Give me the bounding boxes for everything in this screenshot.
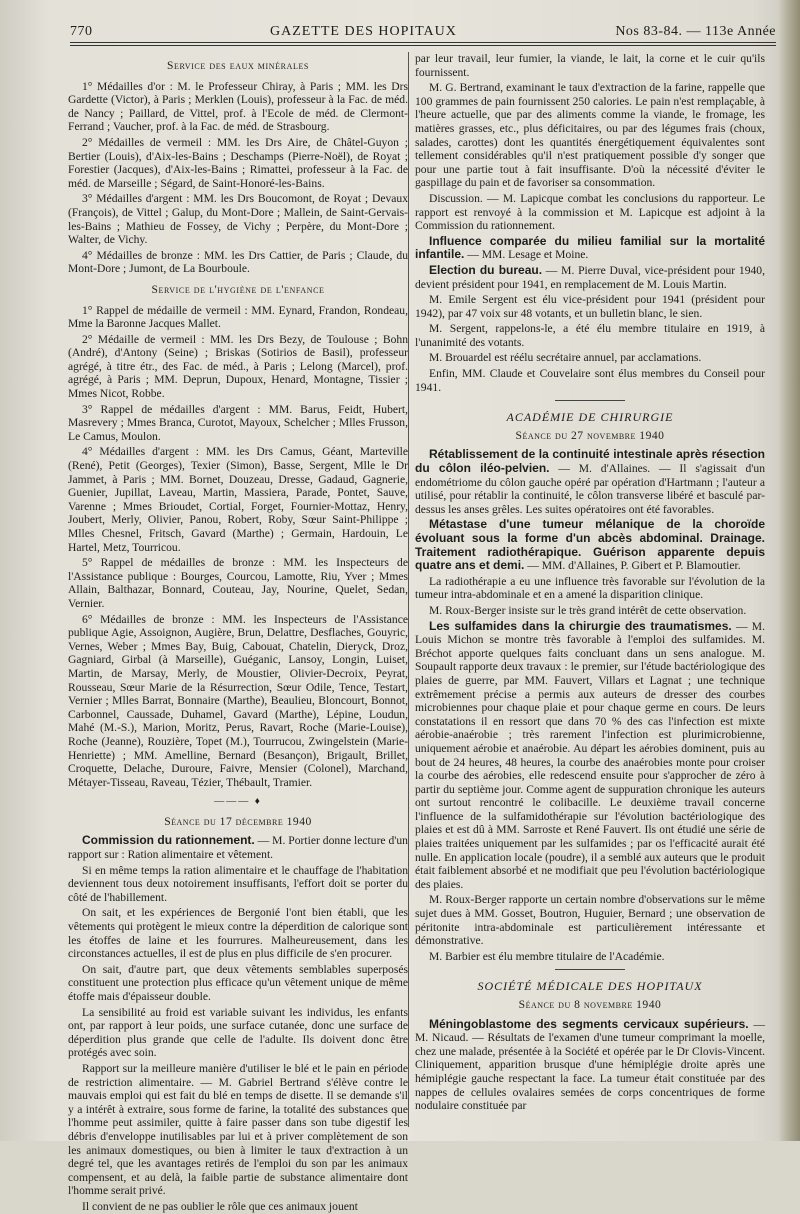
paragraph: M. G. Bertrand, examinant le taux d'extraction de la farine, rappelle que 100 grammes de pain fournissent 250 calories. Le pain n'est remplaçable, à l'heure actuelle, que par des aliments comme la viande, le fromage, les matières grasses, etc., plus déficitaires, ou par des légumes frais (choux, salades, carottes) dont les quantités énergétiquement équivalentes sont tellement considérables qu'il n'est pratiquement possible d'y songer que pour une partie tout à fait insuffisante. D'où la nécessité d'éviter le gaspillage du pain et de favoriser sa consommation. <box>415 81 765 190</box>
paragraph: 4° Médailles de bronze : MM. les Drs Cattier, de Paris ; Claude, du Mont-Dore ; Jumont, de La Bourboule. <box>68 248 408 276</box>
header-rule <box>70 42 776 43</box>
paragraph: La radiothérapie a eu une influence très favorable sur l'évolution de la tumeur intra-abdominale et en a amené la disparition clinique. <box>415 574 765 602</box>
paragraph: 4° Médailles d'argent : MM. les Drs Camus, Géant, Marteville (René), Petit (Georges), Texier (Simon), Basse, Sergent, Mlle le Dr Jammet, à Paris ; MM. Bornet, Douzeau, Dresse, Gadaud, Gagnerie, Guenier, Jupillat, Laveau, Martin, Massiera, Parade, Pontet, Sauve, Varenne ; Mmes Brioudet, Cortial, Forget, Fournier-Mottaz, Henry, Joubert, Merly, Olivier, Panou, Robert, Roby, Sœur Saint-Philippe ; Mlles Chesnel, Fritsch, Gavard (Marthe) ; Germain, Hardouin, Le Hartel, Metz, Tourricou. <box>68 445 408 554</box>
header-rule-double <box>70 45 776 46</box>
topic-title: Influence comparée du milieu familial sur la mortalité infantile. <box>415 233 765 262</box>
paragraph: M. Brouardel est réélu secrétaire annuel, par acclamations. <box>429 351 702 365</box>
paragraph: Discussion. — M. Lapicque combat les conclusions du rapporteur. Le rapport est renvoyé à la commission et M. Lapicque est adjoint à la Commission du rationnement. <box>415 191 765 233</box>
paragraph: 5° Rappel de médailles de bronze : MM. les Inspecteurs de l'Assistance publique : Bourges, Courcou, Lamotte, Riu, Yver ; Mmes Allain, Balthazar, Bonnard, Couteau, Jay, Nourine, Quelet, Sedan, Vernier. <box>68 556 408 610</box>
page-header <box>70 22 776 44</box>
section-heading: Service des eaux minérales <box>167 60 309 72</box>
paragraph: 2° Médaille de vermeil : MM. les Drs Bezy, de Toulouse ; Bohn (André), d'Antony (Seine) ; Briskas (Sotirios de Basil), professeur agrégé, à titre étr., des Fac. de méd., à Paris ; Lelong (Marcel), prof. agrégé, à Paris ; MM. Deprun, Dupoux, Henard, Montagne, Tissier ; Mmes Nicot, Robbe. <box>68 332 408 401</box>
paragraph: La sensibilité au froid est variable suivant les individus, les enfants ont, par rapport à leur poids, une surface cutanée, donc une surface de déperdition plus grande que celle de l'adulte. Ils doivent donc être protégés avec soin. <box>68 1005 408 1060</box>
topic-title: Election du bureau. <box>429 262 543 277</box>
paragraph <box>415 235 765 262</box>
topic-text: — M. Louis Michon se montre très favorable à l'emploi des sulfamides. M. Bréchot apporte quelques faits concluant dans un sens analogue. M. Soupault rapporte deux travaux : le premier, sur l'étude bactériologique des plaies de guerre, par MM. Fauvert, Villars et Lagnat ; une technique extrêmement précise a permis aux auteurs de dresser des courbes microbiennes pour chaque plaie et pour chaque germe en cours. De leurs constatations il en ressort que dans 70 % des cas l'infection est mixte aérobie-anaérobie ; très rarement l'infection est plurimicrobienne, uniquement aérobie et anaérobie. Au départ les aérobies dominent, puis au bout de 24 heures, 48 heures, la courbe des anaérobies monte pour croiser la courbe des aérobies, elle redescend ensuite pour s'approcher de zéro à partir du septième jour. Comme agent de suppuration chronique les auteurs ont surtout rencontré le colibacille. Le deuxième travail concerne l'influence de la sulfamidothérapie sur l'évolution bactériologique des plaies et est dû à MM. Sarroste et René Fauvert. Ils ont étudié une série de plaies traitées uniquement par les sulfamides ; par os l'efficacité aurait été nulle. En application locale (poudre), il a semblé aux auteurs que le produit était faiblement absorbé et ne modifiait que peu l'évolution bactériologique des plaies. <box>415 619 766 891</box>
topic-text: — M. Nicaud. — Résultats de l'examen d'une tumeur comprimant la moelle, chez une malade, présentée à la Société et opérée par le Dr Clovis-Vincent. Cliniquement, apparition brusque d'une hémiplégie droite après une hémiplégie gauche respectant la face. La tumeur était constituée par des nappes de cellules ovalaires semées de corps concentriques de forme nodulaire constituée par <box>415 1017 765 1113</box>
paragraph: M. Roux-Berger rapporte un certain nombre d'observations sur le même sujet dues à MM. Gosset, Boutron, Huguier, Bernard ; une observation de péritonite intra-abdominale est particulièrement intéressante et démonstrative. <box>415 893 765 948</box>
left-column <box>68 52 408 1213</box>
topic-text: — M. d'Allaines. — Il s'agissait d'un endométriome du côlon gauche opéré par opération d'Hartmann ; l'auteur a utilisé, pour rétablir la continuité, le côlon transverse libéré et basculé par-dessus les anses grêles. Les suites opératoires ont été favorables. <box>415 462 765 516</box>
right-column <box>415 52 765 1132</box>
paragraph: 3° Médailles d'argent : MM. les Drs Boucomont, de Royat ; Devaux (François), de Vittel ; Galup, du Mont-Dore ; Mallein, de Saint-Gervais-les-Bains ; Mathieu de Fossey, de Vichy ; Perpère, du Mont-Dore ; Walter, de Vichy. <box>68 192 408 247</box>
paragraph: 3° Rappel de médailles d'argent : MM. Barus, Feidt, Hubert, Masrevery ; Mmes Branca, Curotot, Mayoux, Schelcher ; Mlles Frusson, Le Camus, Moulon. <box>68 402 408 443</box>
column-separator <box>408 52 409 1127</box>
topic-text: — M. Portier donne lecture d'un rapport sur : Ration alimentaire et vêtement. <box>68 834 408 862</box>
session-date: Séance du 27 novembre 1940 <box>515 428 665 442</box>
paragraph: On sait, et les expériences de Bergonié l'ont bien établi, que les vêtements qui protègent le mieux contre la déperdition de calorique sont les étoffes de laine et les fourrures. Malheureusement, dans les circonstances actuelles, il est de plus en plus difficile de s'en procurer. <box>68 906 408 961</box>
issue-number: Nos 83-84. — 113e Année <box>615 24 776 39</box>
paragraph <box>68 834 408 861</box>
topic-title: Métastase d'une tumeur mélanique de la choroïde évoluant sous la forme d'un abcès abdominal. Drainage. Traitement radiothérapique. Guérison apparente depuis quatre ans et demi. <box>415 517 765 573</box>
society-heading: ACADÉMIE DE CHIRURGIE <box>506 410 674 425</box>
session-date: Séance du 8 novembre 1940 <box>518 998 662 1011</box>
short-rule <box>555 400 625 401</box>
topic-title: Rétablissement de la continuité intestinale après résection du côlon iléo-pelvien. <box>415 447 765 476</box>
paragraph <box>415 518 765 572</box>
topic-title: Les sulfamides dans la chirurgie des traumatismes. <box>429 618 732 633</box>
paragraph: 6° Médailles de bronze : MM. les Inspecteurs de l'Assistance publique Agie, Assoignon, Augière, Brun, Delattre, Desflaches, Gouyric, Vernes, Weber ; Mmes Bay, Buig, Cabouat, Chatelin, Dieryck, Droz, Gagniard, Girbal (à Marseille), Guéganic, Lansoy, Longin, Luiset, Martin, de Marsay, Merly, de Moustier, Olivier-Decroix, Peyrat, Rousseau, Sœur Marie de la Résurrection, Sœur Odile, Tence, Testart, Vernier ; Mlles Barrat, Bonnaire (Marthe), Beaulieu, Bloncourt, Bonnot, Carbonnel, Caussade, Duhamel, Gavard (Marthe), Lépine, Loudun, Mahé (M.-S.), Marion, Moritz, Perus, Ravart, Roche (Marie-Louise), Roche (Jeanne), Rouzière, Topet (M.), Tourrucou, Zwingelstein (Marie-Henriette) ; MM. Amelline, Bernard (Besançon), Brigault, Brillet, Croquette, Delache, Duroure, Faivre, Mensier (Colonel), Marchand, Métayer-Tisseau, Raveau, Tézier, Thébault, Tramier. <box>68 612 408 789</box>
paragraph <box>415 448 765 516</box>
paragraph <box>415 1018 765 1113</box>
topic-text: — MM. Lesage et Moine. <box>464 248 589 262</box>
topic-text: — M. Pierre Duval, vice-président pour 1940, devient président pour 1941, en remplacement de M. Louis Martin. <box>415 263 765 291</box>
journal-title: GAZETTE DES HOPITAUX <box>270 24 457 39</box>
page-number: 770 <box>70 24 93 39</box>
paragraph <box>415 620 765 892</box>
paragraph <box>415 264 765 291</box>
paragraph: par leur travail, leur fumier, la viande, le lait, la corne et le cuir qu'ils fournissent. <box>415 52 765 79</box>
paragraph: 1° Médailles d'or : M. le Professeur Chiray, à Paris ; MM. les Drs Gardette (Victor), à Paris ; Merklen (Louis), professeur à la Fac. de méd. de Nancy ; Paillard, de Vittel, prof. à l'Ecole de méd. de Clermont-Ferrand ; Vaucher, prof. à la Fac. de méd. de Strasbourg. <box>68 79 408 134</box>
topic-title: Méningoblastome des segments cervicaux supérieurs. <box>429 1016 749 1031</box>
paragraph: Il convient de ne pas oublier le rôle que ces animaux jouent <box>82 1199 358 1213</box>
paragraph: Rapport sur la meilleure manière d'utiliser le blé et le pain en période de restriction alimentaire. — M. Gabriel Bertrand s'élève contre le mauvais emploi qui est fait du blé en temps de disette. Il se demande s'il y a intérêt à extraire, sous forme de farine, la totalité des substances que l'homme peut assimiler, quitte à faire passer dans son tube digestif les débris d'enveloppe inutilisables par lui et à priver complètement de son les animaux domestiques, ou bien à limiter le taux d'extraction à un degré tel, que les avantages retirés de l'emploi du son par les animaux compensent, et au delà, la faible partie de substance alimentaire dont l'homme serait privé. <box>68 1061 408 1198</box>
paragraph: 2° Médailles de vermeil : MM. les Drs Aire, de Châtel-Guyon ; Bertier (Louis), d'Aix-les-Bains ; Deschamps (Pierre-Noël), de Royat ; Forestier (Jacques), d'Aix-les-Bains ; Rimattei, professeur à la Fac. de méd. de Marseille ; Ségard, de Saint-Honoré-les-Bains. <box>68 135 408 190</box>
paragraph: M. Emile Sergent est élu vice-président pour 1941 (président pour 1942), par 47 voix sur 48 votants, et un bulletin blanc, le sien. <box>415 293 765 320</box>
topic-text: — MM. d'Allaines, P. Gibert et P. Blamoutier. <box>524 559 741 573</box>
society-heading: SOCIÉTÉ MÉDICALE DES HOPITAUX <box>477 979 703 994</box>
paragraph: Si en même temps la ration alimentaire et le chauffage de l'habitation deviennent tous deux notoirement insuffisants, l'effort doit se porter du côté de l'habillement. <box>68 863 408 904</box>
paragraph: M. Roux-Berger insiste sur le très grand intérêt de cette observation. <box>429 603 747 617</box>
section-heading: Service de l'hygiène de l'enfance <box>151 283 325 296</box>
page-edge <box>778 0 800 1141</box>
paragraph: On sait, d'autre part, que deux vêtements semblables superposés constituent une protection plus efficace qu'un vêtement unique de même étoffe mais d'épaisseur double. <box>68 962 408 1003</box>
paragraph: M. Sergent, rappelons-le, a été élu membre titulaire en 1919, à l'unanimité des votants. <box>415 322 765 349</box>
paragraph: M. Barbier est élu membre titulaire de l'Académie. <box>429 949 665 963</box>
ornament-divider: ——— ♦ <box>214 796 262 808</box>
topic-title: Commission du rationnement. <box>82 833 255 848</box>
short-rule <box>555 969 625 970</box>
paragraph: 1° Rappel de médaille de vermeil : MM. Eynard, Frandon, Rondeau, Mme la Baronne Jacques Mallet. <box>68 303 408 331</box>
paragraph: Enfin, MM. Claude et Couvelaire sont élus membres du Conseil pour 1941. <box>415 367 765 394</box>
session-date: Séance du 17 décembre 1940 <box>164 814 312 828</box>
